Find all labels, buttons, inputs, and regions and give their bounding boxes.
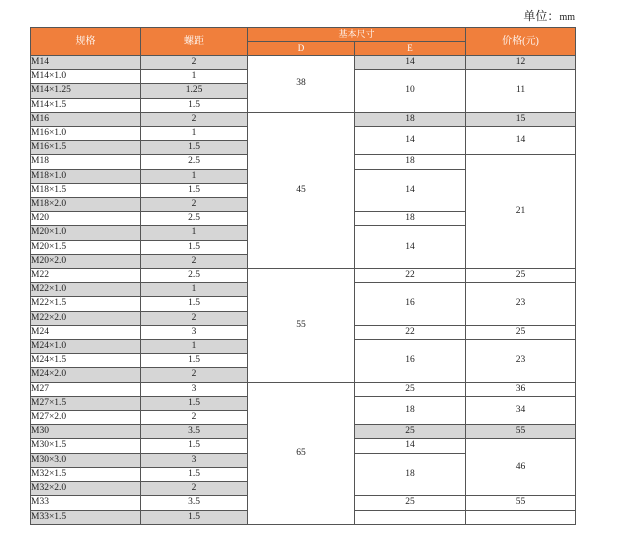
spec-cell: M18 bbox=[31, 155, 141, 169]
e-cell: 14 bbox=[355, 127, 466, 155]
spec-cell: M33×1.5 bbox=[31, 510, 141, 524]
price-cell: 21 bbox=[466, 155, 576, 269]
pitch-cell: 1.5 bbox=[141, 510, 248, 524]
pitch-cell: 2 bbox=[141, 56, 248, 70]
pitch-cell: 1.5 bbox=[141, 240, 248, 254]
spec-cell: M14×1.25 bbox=[31, 84, 141, 98]
header-pitch: 螺距 bbox=[141, 28, 248, 56]
spec-cell: M22×1.0 bbox=[31, 283, 141, 297]
spec-cell: M20×1.5 bbox=[31, 240, 141, 254]
pitch-cell: 1 bbox=[141, 70, 248, 84]
pitch-cell: 2.5 bbox=[141, 269, 248, 283]
pitch-cell: 1.5 bbox=[141, 467, 248, 481]
spec-cell: M22×2.0 bbox=[31, 311, 141, 325]
spec-cell: M24×2.0 bbox=[31, 368, 141, 382]
spec-cell: M27×1.5 bbox=[31, 396, 141, 410]
pitch-cell: 2 bbox=[141, 368, 248, 382]
spec-cell: M16×1.5 bbox=[31, 141, 141, 155]
d-cell: 45 bbox=[248, 112, 355, 268]
unit-label bbox=[523, 9, 575, 25]
pitch-cell: 3.5 bbox=[141, 496, 248, 510]
price-cell: 34 bbox=[466, 396, 576, 424]
spec-cell: M20 bbox=[31, 212, 141, 226]
spec-cell: M24×1.0 bbox=[31, 340, 141, 354]
price-cell: 46 bbox=[466, 439, 576, 496]
pitch-cell: 2 bbox=[141, 198, 248, 212]
spec-cell: M16×1.0 bbox=[31, 127, 141, 141]
pitch-cell: 2 bbox=[141, 482, 248, 496]
header-base-size: 基本尺寸 bbox=[248, 28, 466, 42]
pitch-cell: 3 bbox=[141, 453, 248, 467]
price-cell: 23 bbox=[466, 283, 576, 326]
spec-cell: M14×1.0 bbox=[31, 70, 141, 84]
pitch-cell: 2 bbox=[141, 254, 248, 268]
spec-cell: M30×1.5 bbox=[31, 439, 141, 453]
price-cell: 36 bbox=[466, 382, 576, 396]
pitch-cell: 2.5 bbox=[141, 155, 248, 169]
price-cell: 14 bbox=[466, 127, 576, 155]
spec-cell: M16 bbox=[31, 112, 141, 126]
e-cell: 25 bbox=[355, 382, 466, 396]
price-cell: 55 bbox=[466, 425, 576, 439]
pitch-cell: 1 bbox=[141, 226, 248, 240]
spec-cell: M32×2.0 bbox=[31, 482, 141, 496]
spec-cell: M30 bbox=[31, 425, 141, 439]
header-price: 价格(元) bbox=[466, 28, 576, 56]
price-cell: 55 bbox=[466, 496, 576, 510]
d-cell: 65 bbox=[248, 382, 355, 524]
pitch-cell: 3 bbox=[141, 325, 248, 339]
header-e: E bbox=[355, 42, 466, 56]
spec-cell: M22 bbox=[31, 269, 141, 283]
spec-cell: M20×2.0 bbox=[31, 254, 141, 268]
e-cell: 14 bbox=[355, 439, 466, 453]
e-cell: 14 bbox=[355, 56, 466, 70]
price-cell: 25 bbox=[466, 325, 576, 339]
table-row bbox=[31, 112, 576, 126]
e-cell: 22 bbox=[355, 325, 466, 339]
spec-cell: M14×1.5 bbox=[31, 98, 141, 112]
pitch-cell: 2 bbox=[141, 311, 248, 325]
table-row bbox=[31, 56, 576, 70]
e-cell: 25 bbox=[355, 496, 466, 510]
pitch-cell: 1 bbox=[141, 283, 248, 297]
table-row bbox=[31, 382, 576, 396]
price-cell: 15 bbox=[466, 112, 576, 126]
e-cell: 10 bbox=[355, 70, 466, 113]
spec-cell: M18×1.5 bbox=[31, 183, 141, 197]
pitch-cell: 1.5 bbox=[141, 141, 248, 155]
pitch-cell: 1.5 bbox=[141, 439, 248, 453]
pitch-cell: 1.25 bbox=[141, 84, 248, 98]
d-cell: 55 bbox=[248, 269, 355, 383]
e-cell bbox=[355, 510, 466, 524]
pitch-cell: 2 bbox=[141, 411, 248, 425]
spec-cell: M33 bbox=[31, 496, 141, 510]
e-cell: 18 bbox=[355, 212, 466, 226]
table-row bbox=[31, 269, 576, 283]
spec-cell: M24×1.5 bbox=[31, 354, 141, 368]
e-cell: 25 bbox=[355, 425, 466, 439]
pitch-cell: 3.5 bbox=[141, 425, 248, 439]
pitch-cell: 1.5 bbox=[141, 183, 248, 197]
header-spec: 规格 bbox=[31, 28, 141, 56]
pitch-cell: 1.5 bbox=[141, 297, 248, 311]
spec-cell: M27×2.0 bbox=[31, 411, 141, 425]
e-cell: 18 bbox=[355, 155, 466, 169]
spec-cell: M20×1.0 bbox=[31, 226, 141, 240]
pitch-cell: 1.5 bbox=[141, 98, 248, 112]
e-cell: 18 bbox=[355, 453, 466, 496]
spec-cell: M30×3.0 bbox=[31, 453, 141, 467]
pitch-cell: 1 bbox=[141, 340, 248, 354]
header-d: D bbox=[248, 42, 355, 56]
spec-cell: M32×1.5 bbox=[31, 467, 141, 481]
e-cell: 18 bbox=[355, 112, 466, 126]
price-cell bbox=[466, 510, 576, 524]
e-cell: 14 bbox=[355, 169, 466, 212]
spec-price-table bbox=[30, 27, 576, 525]
spec-cell: M22×1.5 bbox=[31, 297, 141, 311]
unit-prefix: 单位： bbox=[523, 9, 560, 23]
spec-cell: M24 bbox=[31, 325, 141, 339]
pitch-cell: 1 bbox=[141, 127, 248, 141]
pitch-cell: 3 bbox=[141, 382, 248, 396]
d-cell: 38 bbox=[248, 56, 355, 113]
spec-cell: M27 bbox=[31, 382, 141, 396]
spec-cell: M18×1.0 bbox=[31, 169, 141, 183]
pitch-cell: 1.5 bbox=[141, 354, 248, 368]
e-cell: 18 bbox=[355, 396, 466, 424]
e-cell: 14 bbox=[355, 226, 466, 269]
price-cell: 11 bbox=[466, 70, 576, 113]
pitch-cell: 2.5 bbox=[141, 212, 248, 226]
pitch-cell: 2 bbox=[141, 112, 248, 126]
spec-cell: M18×2.0 bbox=[31, 198, 141, 212]
pitch-cell: 1 bbox=[141, 169, 248, 183]
spec-cell: M14 bbox=[31, 56, 141, 70]
price-cell: 25 bbox=[466, 269, 576, 283]
e-cell: 16 bbox=[355, 283, 466, 326]
e-cell: 22 bbox=[355, 269, 466, 283]
unit-value: mm bbox=[559, 12, 575, 23]
e-cell: 16 bbox=[355, 340, 466, 383]
pitch-cell: 1.5 bbox=[141, 396, 248, 410]
price-cell: 23 bbox=[466, 340, 576, 383]
price-cell: 12 bbox=[466, 56, 576, 70]
